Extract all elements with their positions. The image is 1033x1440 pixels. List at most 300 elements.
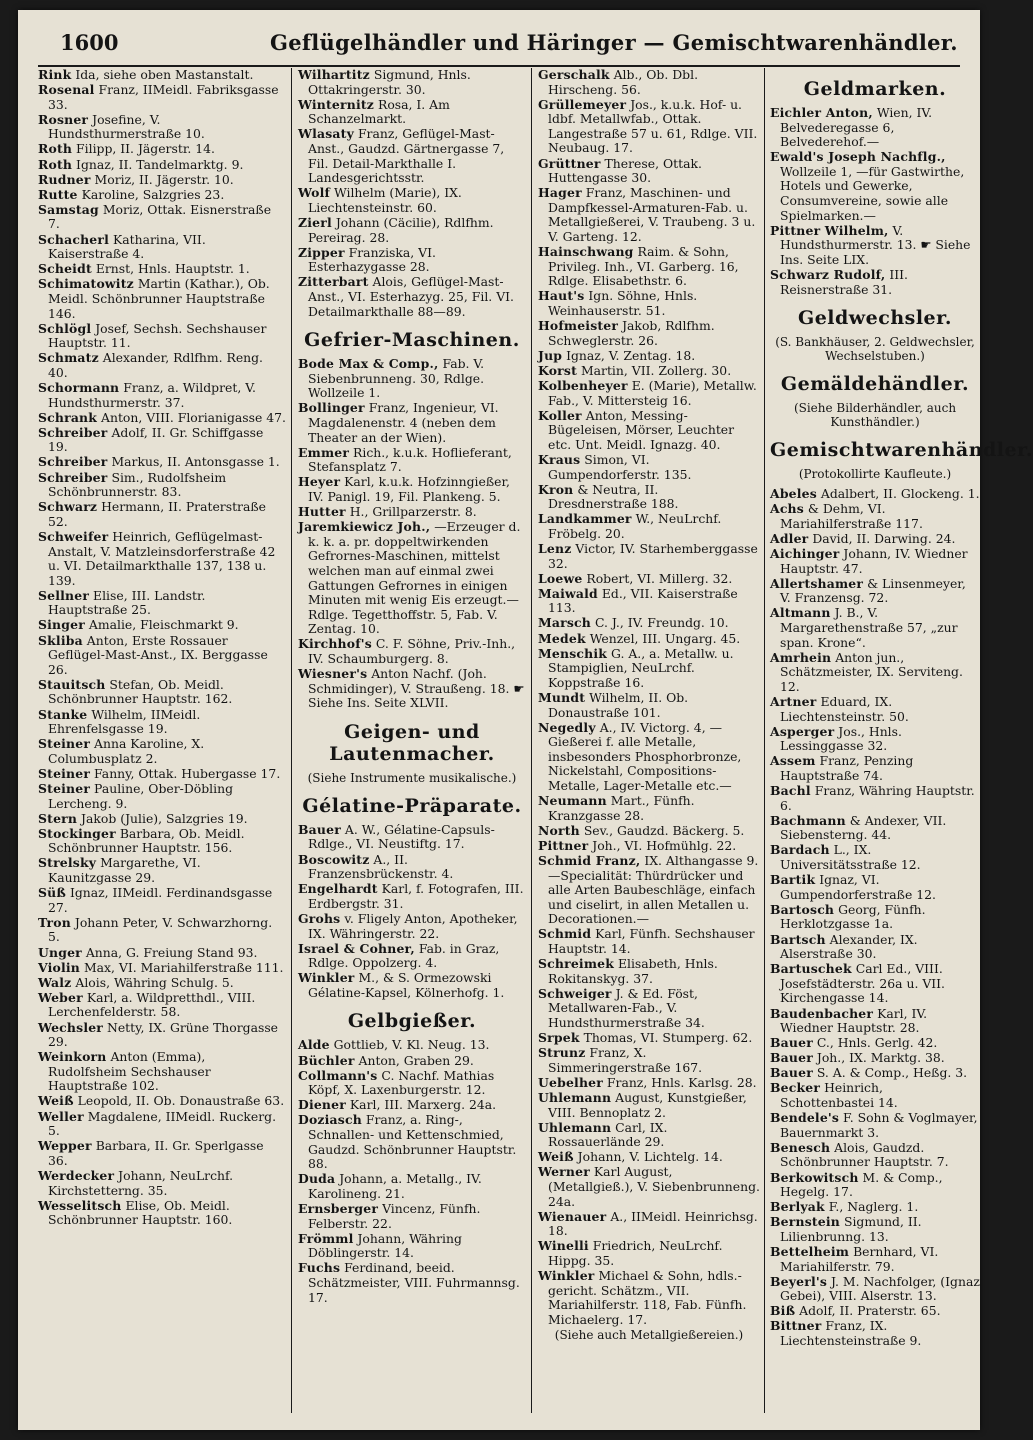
entry-details: August, Kunstgießer, VIII. Bennoplatz 2.: [548, 1089, 747, 1120]
entry-name: Rutte: [38, 186, 78, 202]
cross-reference-note: (Siehe auch Metallgießereien.): [554, 1327, 744, 1342]
directory-entry: [38, 618, 286, 633]
directory-entry: [770, 1051, 980, 1066]
entry-name: Schweiger: [538, 985, 612, 1001]
cross-reference-note: (Siehe Bilderhändler, auch Kunsthändler.): [793, 401, 957, 430]
entry-details: Wilhelm (Marie), IX. Liechtensteinstr. 60.: [308, 185, 462, 215]
entry-name: Koller: [538, 407, 582, 423]
directory-entry: [538, 927, 760, 956]
section-heading: Geldmarken.: [803, 78, 947, 100]
entry-details: M. & Comp., Hegelg. 17.: [780, 1169, 943, 1200]
directory-entry: [538, 839, 760, 854]
entry-details: Moriz, II. Jägerstr. 10.: [94, 171, 234, 187]
entry-name: Artner: [770, 694, 817, 710]
directory-entry: [770, 1319, 980, 1348]
entry-details: Franz, a. Ring-, Schnallen- und Kettenschmied, Gaudzd. Schönbrunner Hauptstr. 88.: [308, 1112, 517, 1172]
directory-entry: [38, 381, 286, 410]
entry-details: Josef, Sechsh. Sechshauser Hauptstr. 11.: [48, 320, 267, 351]
entry-name: Bauer: [298, 821, 341, 837]
entry-name: Fuchs: [298, 1260, 341, 1276]
entry-details: Raim. & Sohn, Privileg. Inh., VI. Garberg. 16, Rdlge. Elisabethstr. 6.: [548, 244, 739, 289]
entry-name: Neumann: [538, 793, 607, 809]
entry-details: C. J., IV. Freundg. 10.: [594, 615, 729, 631]
entry-name: Grohs: [298, 910, 341, 926]
entry-details: Karl, f. Fotografen, III. Erdbergstr. 31.: [308, 881, 524, 911]
directory-entry: [298, 127, 526, 185]
directory-entry: [538, 1165, 760, 1209]
entry-details: Franz, Hnls. Karlsg. 28.: [606, 1074, 757, 1090]
entry-name: Berlyak: [770, 1199, 825, 1215]
directory-entry: [38, 113, 286, 142]
directory-entry: [298, 475, 526, 504]
entry-name: Negedly: [538, 719, 596, 735]
entry-name: Duda: [298, 1171, 336, 1187]
entry-details: Katharina, VII. Kaiserstraße 4.: [48, 231, 206, 262]
entry-details: Johann Peter, V. Schwarzhorng. 5.: [48, 914, 273, 945]
entry-details: Franz, IIMeidl. Fabriksgasse 33.: [48, 82, 279, 112]
directory-entry: [38, 142, 286, 157]
entry-details: Elise, Ob. Meidl. Schönbrunner Hauptstr. 160.: [48, 1197, 233, 1228]
directory-entry: [770, 224, 980, 268]
directory-entry: [770, 502, 980, 531]
entry-details: Jakob, Rdlfhm. Schweglerstr. 26.: [548, 318, 715, 348]
directory-entry: [298, 505, 526, 520]
entry-name: Frömml: [298, 1230, 354, 1246]
directory-entry: [770, 268, 980, 297]
entry-name: Bauer: [770, 1065, 813, 1081]
section-heading: Geldwechsler.: [797, 307, 953, 330]
entry-name: Wiesner's: [298, 666, 368, 682]
entry-details: Max, VI. Mariahilferstraße 111.: [83, 959, 284, 975]
entry-name: Schlögl: [38, 320, 92, 336]
entry-details: Karl, IV. Wiedner Hauptstr. 28.: [780, 1005, 928, 1036]
entry-details: Alb., Ob. Dbl. Hirscheng. 56.: [548, 67, 699, 97]
entry-name: Bachmann: [770, 812, 846, 828]
entry-details: Wilhelm, IIMeidl. Ehrenfelsgasse 19.: [48, 706, 201, 737]
entry-details: Josefine, V. Hundsthurmerstraße 10.: [48, 111, 205, 142]
entry-name: Bittner: [770, 1318, 822, 1334]
directory-entry: [770, 1141, 980, 1170]
entry-name: Steiner: [38, 781, 91, 796]
directory-entry: [38, 1094, 286, 1109]
directory-entry: [298, 1232, 526, 1261]
directory-entry: [770, 1007, 980, 1036]
entry-name: Wlasaty: [298, 126, 354, 142]
entry-details: Victor, IV. Starhemberggasse 32.: [548, 541, 758, 571]
entry-name: Rosenal: [38, 82, 95, 98]
entry-details: H., Grillparzerstr. 8.: [349, 504, 477, 520]
directory-entry: [298, 1113, 526, 1171]
entry-name: Winelli: [538, 1238, 589, 1254]
entry-name: Srpek: [538, 1030, 580, 1046]
directory-entry: [38, 68, 286, 83]
entry-name: Wesselitsch: [38, 1197, 122, 1213]
directory-entry: [770, 1036, 980, 1051]
entry-name: Stockinger: [38, 825, 116, 841]
entry-name: Bollinger: [298, 400, 365, 416]
directory-entry: [298, 942, 526, 971]
directory-entry: [38, 991, 286, 1020]
entry-name: Bernstein: [770, 1214, 840, 1230]
section-heading: Gemischtwarenhändler.: [770, 439, 1033, 462]
entry-name: Roth: [38, 156, 73, 172]
directory-entry: [298, 446, 526, 475]
entry-name: Baudenbacher: [770, 1005, 874, 1021]
entry-name: Mundt: [538, 689, 586, 705]
entry-details: Franz, Penzing Hauptstraße 74.: [780, 753, 914, 783]
entry-details: Simon, VI. Gumpendorferstr. 135.: [548, 451, 692, 482]
directory-entry: [38, 411, 286, 426]
entry-details: Anton Nachf. (Joh. Schmidinger), V. Straußeng. 18. ☛ Siehe Ins. Seite XLVII.: [308, 666, 525, 711]
entry-details: Rich., k.u.k. Hoflieferant, Stefansplatz 7.: [308, 444, 512, 475]
directory-entry: [298, 520, 526, 637]
directory-entry: [298, 1069, 526, 1098]
entry-name: Beyerl's: [770, 1273, 828, 1289]
cross-reference-note: (Protokollirte Kaufleute.): [798, 467, 952, 482]
entry-name: Schormann: [38, 379, 120, 395]
entry-name: Walz: [38, 974, 72, 990]
entry-details: Martin (Kathar.), Ob. Meidl. Schönbrunner Hauptstraße 146.: [48, 276, 270, 321]
directory-entry: [38, 83, 286, 112]
directory-entry: [770, 843, 980, 872]
directory-entry: [38, 961, 286, 976]
entry-name: Schmatz: [38, 350, 99, 366]
entry-details: Leopold, II. Ob. Donaustraße 63.: [77, 1093, 285, 1109]
directory-entry: [38, 812, 286, 827]
column-2: [298, 68, 526, 1418]
directory-entry: [538, 319, 760, 348]
directory-entry: [538, 1076, 760, 1091]
directory-entry: [298, 246, 526, 275]
entry-details: C., Hnls. Gerlg. 42.: [816, 1035, 938, 1051]
directory-entry: [38, 946, 286, 961]
entry-details: A. W., Gélatine-Capsuls-Rdlge., VI. Neustiftg. 17.: [308, 821, 495, 852]
directory-entry: [538, 157, 760, 186]
entry-name: Jup: [538, 347, 563, 363]
entry-name: Hainschwang: [538, 244, 634, 260]
directory-entry: [38, 1110, 286, 1139]
directory-entry: [298, 186, 526, 215]
entry-name: Kraus: [538, 451, 581, 467]
entry-name: Schimatowitz: [38, 276, 134, 292]
entry-name: Benesch: [770, 1139, 831, 1155]
entry-name: Jaremkiewicz Joh.,: [298, 519, 431, 535]
entry-name: Zipper: [298, 244, 345, 260]
entry-details: Johann, Währing Döblingerstr. 14.: [308, 1230, 462, 1261]
entry-details: L., IX. Universitätsstraße 12.: [780, 842, 921, 873]
entry-name: Ernsberger: [298, 1201, 379, 1216]
entry-details: Johann, a. Metallg., IV. Karolineng. 21.: [308, 1171, 482, 1201]
directory-entry: [538, 68, 760, 97]
entry-details: Jos., Hnls. Lessinggasse 32.: [780, 723, 902, 754]
entry-details: Anton jun., Schätzmeister, IX. Serviteng. 12.: [780, 649, 963, 694]
entry-name: North: [538, 822, 580, 838]
entry-details: Therese, Ottak. Huttengasse 30.: [548, 155, 702, 186]
entry-details: J. B., V. Margarethenstraße 57, „zur span. Krone“.: [780, 605, 958, 650]
entry-details: Ignaz, IIMeidl. Ferdinandsgasse 27.: [48, 885, 273, 915]
entry-name: Wepper: [38, 1138, 92, 1154]
entry-details: Jos., k.u.k. Hof- u. ldbf. Metallwfab., Ottak. Langestraße 57 u. 61, Rdlge. VII. Neubaug. 17.: [548, 96, 758, 156]
directory-entry: [38, 471, 286, 500]
directory-entry: [770, 1200, 980, 1215]
directory-entry: [538, 379, 760, 408]
directory-entry: [770, 695, 980, 724]
entry-details: Anton, VIII. Florianigasse 47.: [101, 409, 286, 425]
entry-name: Aichinger: [770, 546, 840, 562]
directory-entry: [770, 1081, 980, 1110]
directory-entry: [38, 1139, 286, 1168]
column-divider: [764, 68, 765, 1413]
entry-details: Friedrich, NeuLrchf. Hippg. 35.: [548, 1238, 723, 1268]
entry-name: Schweifer: [38, 528, 109, 544]
entry-details: Fanny, Ottak. Hubergasse 17.: [94, 765, 281, 781]
entry-name: Bachl: [770, 783, 811, 799]
entry-details: & Dehm, VI. Mariahilferstraße 117.: [780, 501, 923, 531]
entry-details: M., & S. Ormezowski Gélatine-Kapsel, Kölnerhofg. 1.: [308, 970, 505, 1000]
directory-entry: [298, 971, 526, 1000]
entry-name: Allertshamer: [770, 575, 864, 591]
entry-details: Michael & Sohn, hdls.-gericht. Schätzm., VII. Mariahilferstr. 118, Fab. Fünfh. Michaelerg. 17.: [548, 1268, 747, 1327]
entry-details: Ign. Söhne, Hnls. Weinhauserstr. 51.: [548, 288, 698, 318]
directory-entry: [38, 1021, 286, 1050]
entry-name: Singer: [38, 617, 85, 633]
entry-name: Bartsch: [770, 931, 826, 947]
entry-name: Bode Max & Comp.,: [298, 356, 439, 372]
entry-name: Stern: [38, 810, 78, 826]
directory-entry: [538, 1269, 760, 1327]
directory-entry: [770, 754, 980, 783]
directory-entry: [538, 1150, 760, 1165]
entry-name: Strunz: [538, 1045, 586, 1061]
directory-entry: [298, 401, 526, 445]
entry-details: Netty, IX. Grüne Thorgasse 29.: [48, 1019, 279, 1050]
entry-details: Heinrich, Geflügelmast-Anstalt, V. Matzleinsdorferstraße 42 u. VI. Detailmarkthalle 137, 138 u. 139.: [48, 528, 276, 588]
entry-name: Altmann: [770, 605, 831, 621]
entry-details: J. M. Nachfolger, (Ignaz Gebei), VIII. Alserstr. 13.: [780, 1273, 980, 1304]
directory-entry: [38, 782, 286, 811]
directory-entry: [770, 106, 980, 150]
entry-details: Wenzel, III. Ungarg. 45.: [589, 630, 741, 646]
entry-details: Carl, IX. Rossauerlände 29.: [548, 1119, 668, 1150]
entry-details: Fab. in Graz, Rdlge. Oppolzerg. 4.: [308, 940, 500, 971]
section-heading: Gelbgießer.: [347, 1010, 477, 1033]
entry-name: Wolf: [298, 185, 331, 201]
entry-details: Filipp, II. Jägerstr. 14.: [76, 141, 215, 157]
directory-entry: [770, 1066, 980, 1081]
entry-name: Eichler Anton,: [770, 105, 873, 120]
entry-name: Asperger: [770, 723, 835, 739]
entry-name: Roth: [38, 141, 73, 157]
entry-details: Franz, Währing Hauptstr. 6.: [780, 783, 975, 813]
directory-entry: [38, 351, 286, 380]
entry-details: & Andexer, VII. Siebensterng. 44.: [780, 812, 947, 843]
entry-name: Skliba: [38, 632, 83, 648]
directory-entry: [298, 357, 526, 401]
entry-name: Tron: [38, 914, 71, 930]
directory-entry: [538, 647, 760, 691]
directory-entry: [770, 933, 980, 962]
entry-details: Franziska, VI. Esterhazygasse 28.: [308, 244, 436, 275]
directory-entry: [538, 349, 760, 364]
entry-name: Maiwald: [538, 585, 598, 601]
entry-details: Moriz, Ottak. Eisnerstraße 7.: [48, 201, 272, 232]
entry-details: Johann (Cäcilie), Rdlfhm. Pereirag. 28.: [308, 214, 494, 245]
entry-details: Alois, Währing Schulg. 5.: [75, 974, 234, 990]
entry-name: Grüttner: [538, 155, 601, 171]
entry-details: Magdalene, IIMeidl. Ruckerg. 5.: [48, 1108, 277, 1139]
directory-entry: [38, 455, 286, 470]
directory-entry: [38, 589, 286, 618]
entry-name: Amrhein: [770, 649, 832, 665]
entry-details: Anton, Graben 29.: [358, 1052, 474, 1068]
entry-name: Adler: [770, 531, 809, 546]
directory-entry: [38, 158, 286, 173]
entry-details: A., IIMeidl. Heinrichsg. 18.: [548, 1208, 758, 1239]
entry-details: Karl, Fünfh. Sechshauser Hauptstr. 14.: [548, 926, 755, 957]
entry-details: Elisabeth, Hnls. Rokitanskyg. 37.: [548, 956, 718, 986]
directory-entry: [770, 150, 980, 223]
entry-name: Rink: [38, 67, 72, 82]
entry-details: Anton, Erste Rossauer Geflügel-Mast-Anst., IX. Berggasse 26.: [48, 632, 268, 677]
entry-name: Gerschalk: [538, 67, 610, 82]
entry-details: & Neutra, II. Dresdnerstraße 188.: [548, 481, 679, 512]
entry-details: Heinrich, Schottenbastei 14.: [780, 1080, 898, 1111]
entry-details: Alexander, IX. Alserstraße 30.: [780, 931, 918, 962]
entry-name: Kron: [538, 481, 574, 497]
entry-details: v. Fligely Anton, Apotheker, IX. Währingerstr. 22.: [308, 910, 518, 941]
entry-name: Winkler: [538, 1268, 595, 1284]
directory-entry: [38, 203, 286, 232]
entry-details: Adolf, II. Praterstr. 65.: [799, 1303, 941, 1319]
entry-name: Weller: [38, 1108, 84, 1124]
section-heading: Gemäldehändler.: [780, 373, 970, 396]
entry-details: W., NeuLrchf. Fröbelg. 20.: [548, 511, 722, 541]
directory-entry: [38, 188, 286, 203]
entry-details: Martin, VII. Zollerg. 30.: [580, 362, 732, 378]
entry-name: Uhlemann: [538, 1089, 612, 1105]
entry-details: Bernhard, VI. Mariahilferstr. 79.: [780, 1244, 939, 1274]
entry-name: Biß: [770, 1303, 796, 1319]
entry-name: Boscowitz: [298, 851, 370, 867]
directory-entry: [298, 216, 526, 245]
directory-entry: [298, 68, 526, 97]
entry-name: Weiß: [538, 1149, 574, 1165]
entry-name: Zitterbart: [298, 274, 369, 290]
entry-details: J. & Ed. Föst, Metallwaren-Fab., V. Hundsthurmerstraße 34.: [548, 985, 705, 1030]
entry-details: Elise, III. Landstr. Hauptstraße 25.: [48, 587, 206, 618]
directory-entry: [538, 453, 760, 482]
directory-entry: [38, 500, 286, 529]
entry-details: Adolf, II. Gr. Schiffgasse 19.: [48, 424, 264, 455]
directory-entry: [538, 512, 760, 541]
entry-details: Ignaz, II. Tandelmarktg. 9.: [76, 156, 244, 172]
entry-details: Joh., VI. Hofmühlg. 22.: [592, 837, 737, 853]
entry-name: Winternitz: [298, 96, 375, 112]
entry-details: Vincenz, Fünfh. Felberstr. 22.: [308, 1201, 481, 1231]
entry-details: Wollzeile 1, —für Gastwirthe, Hotels und Gewerke, Consumvereine, sowie alle Spielmarken.—: [780, 163, 965, 223]
entry-name: Weiß: [38, 1093, 74, 1109]
directory-entry: [38, 976, 286, 991]
entry-name: Weinkorn: [38, 1049, 107, 1065]
directory-entry: [538, 409, 760, 453]
entry-name: Alde: [298, 1037, 330, 1053]
entry-details: Alois, Gaudzd. Schönbrunner Hauptstr. 7.: [780, 1139, 949, 1170]
directory-entry: [38, 277, 286, 321]
entry-name: Uhlemann: [538, 1119, 612, 1135]
directory-entry: [770, 1275, 980, 1304]
entry-name: Bettelheim: [770, 1244, 850, 1259]
entry-name: Weber: [38, 989, 83, 1005]
entry-name: Doziasch: [298, 1112, 362, 1128]
entry-details: Ed., VII. Kaiserstraße 113.: [548, 585, 738, 616]
directory-entry: [538, 721, 760, 794]
entry-details: David, II. Darwing. 24.: [812, 531, 956, 546]
entry-details: G. A., a. Metallw. u. Stampiglien, NeuLrchf. Koppstraße 16.: [548, 645, 734, 690]
entry-details: Alexander, Rdlfhm. Reng. 40.: [48, 350, 263, 380]
entry-name: Zierl: [298, 214, 332, 230]
entry-details: Johann, V. Lichtelg. 14.: [577, 1149, 723, 1165]
entry-details: Anna, G. Freiung Stand 93.: [85, 944, 258, 960]
entry-details: —Erzeuger d. k. k. a. pr. doppeltwirkenden Gefrornes-Maschinen, mittelst welchen man auf einmal zwei Gattungen Gefrornes in einigen Minuten mit wenig Eis erzeugt.— Rdlge. Tegetthoffstr. 5, Fab. V. Zentag. 10.: [308, 519, 521, 637]
entry-name: Pittner: [538, 837, 589, 853]
entry-details: Karl, k.u.k. Hofzinngießer, IV. Panigl. 19, Fil. Plankeng. 5.: [308, 474, 510, 504]
entry-name: Büchler: [298, 1052, 355, 1068]
entry-details: Georg, Fünfh. Herklotzgasse 1a.: [780, 901, 926, 932]
directory-entry: [538, 794, 760, 823]
entry-name: Pittner Wilhelm,: [770, 222, 889, 238]
directory-entry: [38, 767, 286, 782]
entry-details: Eduard, IX. Liechtensteinstr. 50.: [780, 694, 909, 724]
entry-name: Marsch: [538, 615, 592, 631]
directory-entry: [38, 886, 286, 915]
directory-entry: [770, 725, 980, 754]
entry-name: Wienauer: [538, 1208, 607, 1224]
entry-details: Anna Karoline, X. Columbusplatz 2.: [48, 736, 205, 766]
directory-entry: [770, 651, 980, 695]
entry-name: Wechsler: [38, 1019, 104, 1035]
directory-entry: [538, 1239, 760, 1268]
entry-details: Gottlieb, V. Kl. Neug. 13.: [333, 1037, 490, 1053]
entry-details: Sigmund, II. Lilienbrunng. 13.: [780, 1214, 922, 1244]
entry-name: Bartik: [770, 872, 816, 888]
directory-entry: [770, 1215, 980, 1244]
entry-name: Hager: [538, 185, 582, 201]
entry-name: Stanke: [38, 706, 88, 722]
entry-name: Israel & Cohner,: [298, 940, 415, 956]
directory-entry: [38, 1169, 286, 1198]
entry-name: Assem: [770, 753, 816, 769]
entry-name: Schmid Franz,: [538, 852, 641, 868]
entry-name: Loewe: [538, 570, 583, 586]
entry-name: Hutter: [298, 504, 346, 520]
directory-entry: [38, 856, 286, 885]
entry-name: Berkowitsch: [770, 1169, 859, 1185]
entry-details: Amalie, Fleischmarkt 9.: [88, 617, 239, 633]
entry-details: Robert, VI. Millerg. 32.: [586, 570, 733, 586]
entry-details: Thomas, VI. Stumperg. 62.: [583, 1030, 753, 1046]
entry-name: Bauer: [770, 1035, 813, 1051]
entry-name: Stauitsch: [38, 676, 106, 692]
entry-details: Ferdinand, beeid. Schätzmeister, VIII. Fuhrmannsg. 17.: [308, 1260, 520, 1305]
entry-details: V. Hundsthurmerstr. 13. ☛ Siehe Ins. Seite LIX.: [780, 222, 971, 267]
directory-entry: [298, 912, 526, 941]
directory-entry: [538, 1121, 760, 1150]
entry-details: Karl, III. Marxerg. 24a.: [349, 1097, 497, 1113]
entry-details: C. Nachf. Mathias Köpf, X. Laxenburgerstr. 12.: [308, 1067, 495, 1098]
entry-details: Sev., Gaudzd. Bäckerg. 5.: [583, 822, 745, 838]
directory-entry: [770, 1304, 980, 1319]
entry-details: Adalbert, II. Glockeng. 1.: [820, 486, 980, 502]
